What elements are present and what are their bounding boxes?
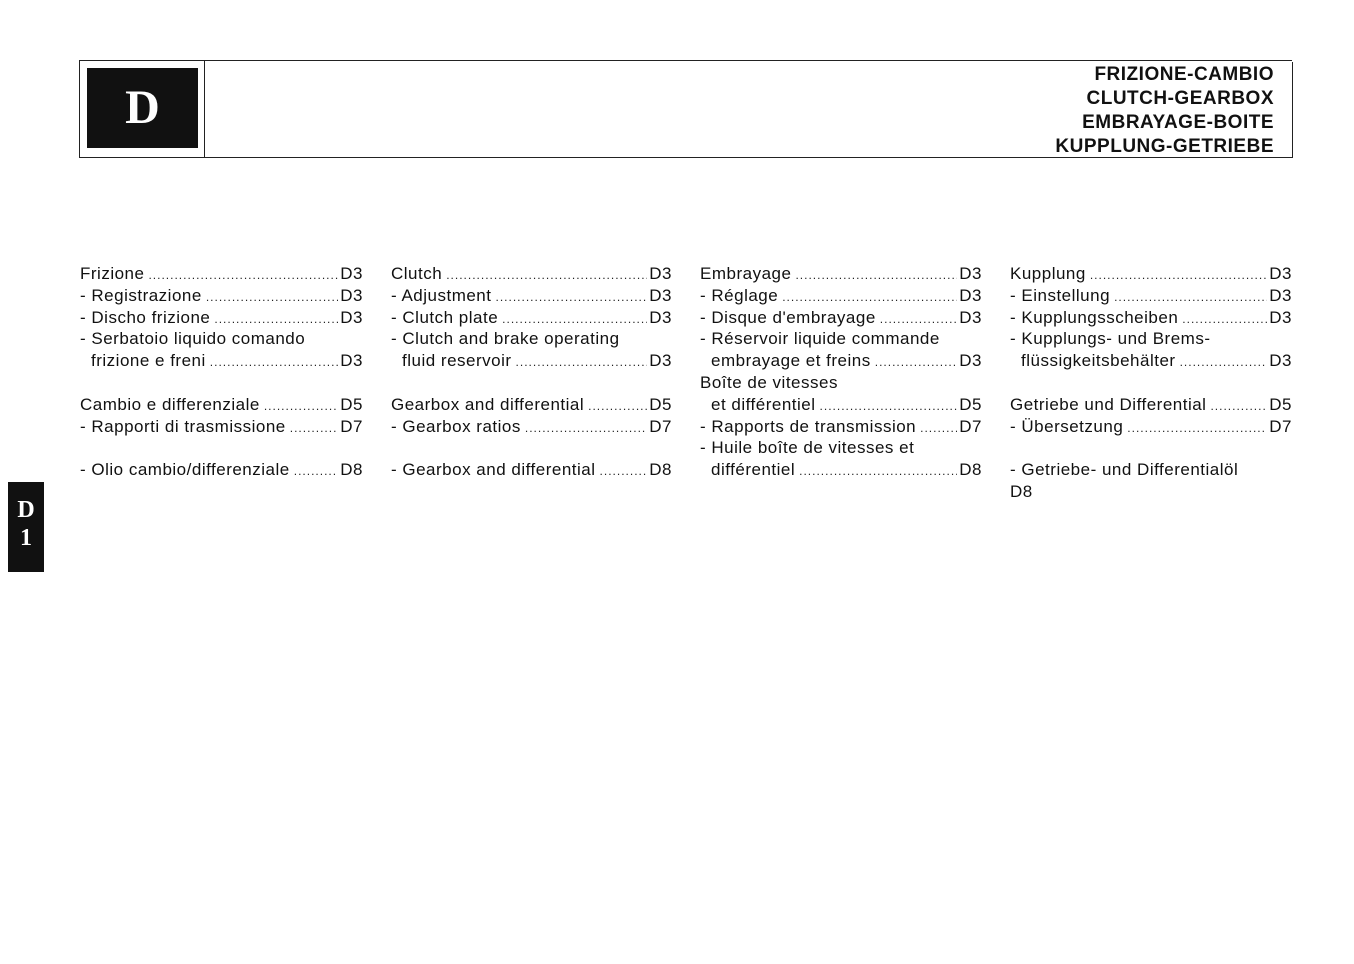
section-title-italian: FRIZIONE-CAMBIO: [1094, 64, 1274, 85]
index-entry[interactable]: - Gearbox ratios ..... D7: [391, 416, 672, 438]
section-title-english: CLUTCH-GEARBOX: [1086, 88, 1274, 109]
index-entry[interactable]: embrayage et freins ..... D3: [700, 350, 982, 372]
index-entry[interactable]: - Adjustment ..... D3: [391, 285, 672, 307]
index-entry[interactable]: et différentiel ..... D5: [700, 394, 982, 416]
side-thumb-tab: [8, 482, 44, 572]
side-tab-number: 1: [20, 525, 32, 551]
index-entry[interactable]: - Clutch plate ..... D3: [391, 307, 672, 329]
index-entry-heading: - Réservoir liquide commande: [700, 329, 940, 349]
index-entry[interactable]: Clutch ..... D3: [391, 263, 672, 285]
index-entry[interactable]: différentiel ..... D8: [700, 459, 982, 481]
index-entry[interactable]: - Übersetzung ..... D7: [1010, 416, 1292, 438]
header-rule-left: [79, 60, 80, 158]
index-entry[interactable]: fluid reservoir ..... D3: [391, 350, 672, 372]
section-title-german: KUPPLUNG-GETRIEBE: [1055, 136, 1274, 157]
index-entry[interactable]: flüssigkeitsbehälter ..... D3: [1010, 350, 1292, 372]
index-entry[interactable]: - Réglage ..... D3: [700, 285, 982, 307]
index-entry[interactable]: - Olio cambio/differenziale ..... D8: [80, 459, 363, 481]
side-tab-letter: D: [17, 497, 35, 523]
section-letter-badge: [87, 68, 198, 148]
index-entry[interactable]: Gearbox and differential ..... D5: [391, 394, 672, 416]
index-entry-heading: - Serbatoio liquido comando: [80, 329, 306, 349]
index-entry[interactable]: Kupplung ..... D3: [1010, 263, 1292, 285]
index-column-english: [391, 263, 672, 481]
index-entry-heading: - Kupplungs- und Brems-: [1010, 329, 1211, 349]
header-rule-divider: [204, 60, 205, 158]
index-entry[interactable]: - Kupplungsscheiben ..... D3: [1010, 307, 1292, 329]
index-entry[interactable]: Cambio e differenziale ..... D5: [80, 394, 363, 416]
index-entry[interactable]: frizione e freni ..... D3: [80, 350, 363, 372]
section-titles: [1055, 63, 1274, 159]
index-column-french: [700, 263, 982, 481]
index-entry[interactable]: Frizione ..... D3: [80, 263, 363, 285]
index-entry-heading: Boîte de vitesses: [700, 372, 838, 392]
index-column-italian: [80, 263, 363, 481]
index-entry-page[interactable]: D8: [1010, 481, 1033, 501]
index-entry-heading[interactable]: - Getriebe- und Differentialöl: [1010, 460, 1239, 480]
index-entry[interactable]: - Gearbox and differential ..... D8: [391, 459, 672, 481]
header-rule-top: [79, 60, 1292, 61]
index-entry[interactable]: - Disque d'embrayage ..... D3: [700, 307, 982, 329]
index-entry[interactable]: Embrayage ..... D3: [700, 263, 982, 285]
section-title-french: EMBRAYAGE-BOITE: [1082, 112, 1274, 133]
index-entry[interactable]: Getriebe und Differential ..... D5: [1010, 394, 1292, 416]
index-entry[interactable]: - Registrazione ..... D3: [80, 285, 363, 307]
header-rule-right: [1292, 62, 1293, 158]
index-entry[interactable]: - Rapporti di trasmissione ..... D7: [80, 416, 363, 438]
index-entry[interactable]: - Rapports de transmission ..... D7: [700, 416, 982, 438]
section-letter: D: [125, 81, 160, 134]
index-entry-heading: - Huile boîte de vitesses et: [700, 438, 915, 458]
index-entry[interactable]: - Discho frizione ..... D3: [80, 307, 363, 329]
index-entry-heading: - Clutch and brake operating: [391, 329, 620, 349]
index-column-german: [1010, 263, 1292, 503]
index-entry[interactable]: - Einstellung ..... D3: [1010, 285, 1292, 307]
